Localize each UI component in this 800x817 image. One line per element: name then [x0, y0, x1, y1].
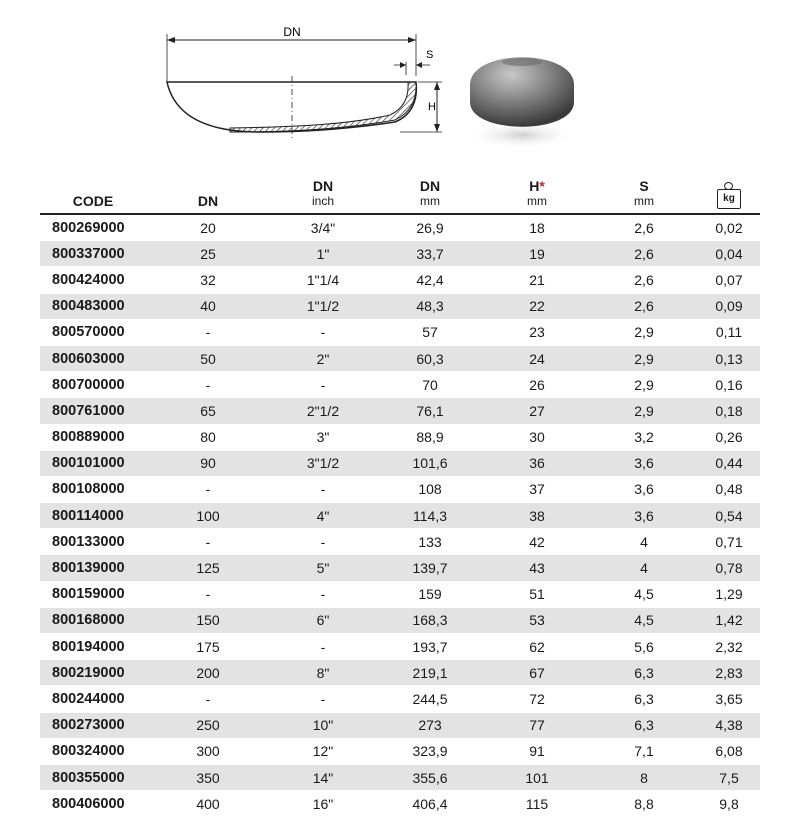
cell-code: 800139000	[40, 555, 146, 581]
table-row	[40, 450, 760, 476]
cell-weight-kg: 0,07	[698, 267, 760, 293]
cell-dn-inch: -	[270, 372, 376, 398]
cell-weight-kg: 7,5	[698, 764, 760, 790]
cell-dn-mm: 101,6	[376, 450, 484, 476]
cell-weight-kg: 0,26	[698, 424, 760, 450]
cell-dn-inch: -	[270, 476, 376, 502]
cell-weight-kg: 0,11	[698, 319, 760, 345]
cell-s-mm: 4,5	[590, 607, 698, 633]
cell-weight-kg: 0,04	[698, 241, 760, 267]
cap-photo	[462, 40, 582, 150]
cell-weight-kg: 0,71	[698, 529, 760, 555]
cell-weight-kg: 9,8	[698, 791, 760, 817]
table-row	[40, 241, 760, 267]
cell-dn-inch: 12"	[270, 738, 376, 764]
cell-dn: 50	[146, 345, 270, 371]
table-row	[40, 607, 760, 633]
cell-code: 800483000	[40, 293, 146, 319]
cell-dn-inch: -	[270, 319, 376, 345]
cell-dn: -	[146, 319, 270, 345]
cell-code: 800324000	[40, 738, 146, 764]
cell-s-mm: 2,9	[590, 372, 698, 398]
cell-dn: 65	[146, 398, 270, 424]
cell-h-mm: 42	[484, 529, 590, 555]
cell-dn: 20	[146, 214, 270, 241]
cell-code: 800406000	[40, 791, 146, 817]
cell-dn-mm: 193,7	[376, 634, 484, 660]
cell-weight-kg: 0,16	[698, 372, 760, 398]
cell-h-mm: 38	[484, 503, 590, 529]
cell-code: 800133000	[40, 529, 146, 555]
table-row	[40, 345, 760, 371]
table-row	[40, 634, 760, 660]
cell-dn-mm: 57	[376, 319, 484, 345]
cell-s-mm: 2,6	[590, 241, 698, 267]
cell-dn-inch: 1"	[270, 241, 376, 267]
cell-dn-mm: 76,1	[376, 398, 484, 424]
cell-dn-inch: 14"	[270, 764, 376, 790]
cell-code: 800108000	[40, 476, 146, 502]
specification-table	[40, 176, 760, 817]
cell-dn: 150	[146, 607, 270, 633]
cell-h-mm: 115	[484, 791, 590, 817]
table-row	[40, 267, 760, 293]
cell-dn-inch: -	[270, 634, 376, 660]
cell-code: 800194000	[40, 634, 146, 660]
cell-dn: 125	[146, 555, 270, 581]
cell-dn: 200	[146, 660, 270, 686]
cell-dn-mm: 33,7	[376, 241, 484, 267]
cell-dn: -	[146, 686, 270, 712]
cell-dn-inch: 16"	[270, 791, 376, 817]
header-dn-inch: DN inch	[311, 178, 334, 208]
cell-weight-kg: 0,18	[698, 398, 760, 424]
cell-s-mm: 2,6	[590, 214, 698, 241]
table-row	[40, 293, 760, 319]
cell-dn-inch: 8"	[270, 660, 376, 686]
table-row	[40, 660, 760, 686]
header-weight	[698, 176, 760, 214]
table-row	[40, 319, 760, 345]
cell-code: 800168000	[40, 607, 146, 633]
cell-h-mm: 27	[484, 398, 590, 424]
cell-s-mm: 2,9	[590, 345, 698, 371]
cell-weight-kg: 2,32	[698, 634, 760, 660]
cell-h-mm: 51	[484, 581, 590, 607]
cell-dn-inch: 10"	[270, 712, 376, 738]
cell-h-mm: 18	[484, 214, 590, 241]
header-code: CODE	[72, 193, 114, 209]
cell-h-mm: 21	[484, 267, 590, 293]
cell-weight-kg: 0,02	[698, 214, 760, 241]
header-h-mm: H* mm	[527, 178, 547, 208]
cell-dn-inch: -	[270, 529, 376, 555]
cell-h-mm: 77	[484, 712, 590, 738]
cell-dn-inch: 4"	[270, 503, 376, 529]
h-dimension-label: H	[428, 101, 436, 113]
cell-dn-mm: 406,4	[376, 791, 484, 817]
cell-h-mm: 101	[484, 764, 590, 790]
table-row	[40, 764, 760, 790]
cell-dn-mm: 273	[376, 712, 484, 738]
cell-h-mm: 26	[484, 372, 590, 398]
cell-dn-inch: 5"	[270, 555, 376, 581]
cell-code: 800355000	[40, 764, 146, 790]
cell-dn-inch: -	[270, 581, 376, 607]
cell-dn: -	[146, 581, 270, 607]
cell-s-mm: 8	[590, 764, 698, 790]
table-row	[40, 214, 760, 241]
cell-code: 800101000	[40, 450, 146, 476]
cell-s-mm: 3,2	[590, 424, 698, 450]
header-dn: DN	[197, 193, 219, 209]
cell-code: 800761000	[40, 398, 146, 424]
table-row	[40, 476, 760, 502]
cell-dn-mm: 139,7	[376, 555, 484, 581]
cell-code: 800114000	[40, 503, 146, 529]
cell-dn-inch: 1"1/4	[270, 267, 376, 293]
header-dn-mm: DN mm	[419, 178, 441, 208]
cell-s-mm: 2,9	[590, 398, 698, 424]
cell-weight-kg: 1,42	[698, 607, 760, 633]
cell-dn-inch: 2"1/2	[270, 398, 376, 424]
cell-h-mm: 30	[484, 424, 590, 450]
cell-code: 800700000	[40, 372, 146, 398]
cell-s-mm: 2,6	[590, 267, 698, 293]
table-row	[40, 738, 760, 764]
cell-weight-kg: 0,78	[698, 555, 760, 581]
cell-s-mm: 6,3	[590, 686, 698, 712]
cell-dn-inch: 3"	[270, 424, 376, 450]
cell-code: 800159000	[40, 581, 146, 607]
cell-dn-inch: 3/4"	[270, 214, 376, 241]
cell-s-mm: 3,6	[590, 450, 698, 476]
cell-dn: 400	[146, 791, 270, 817]
cell-dn-mm: 48,3	[376, 293, 484, 319]
cell-s-mm: 6,3	[590, 712, 698, 738]
cell-dn-inch: -	[270, 686, 376, 712]
cell-dn: 25	[146, 241, 270, 267]
table-row	[40, 398, 760, 424]
cell-dn: 250	[146, 712, 270, 738]
table-header-row	[40, 176, 760, 214]
cell-code: 800889000	[40, 424, 146, 450]
cell-h-mm: 72	[484, 686, 590, 712]
cell-weight-kg: 1,29	[698, 581, 760, 607]
cell-s-mm: 3,6	[590, 503, 698, 529]
cell-dn-mm: 70	[376, 372, 484, 398]
cell-dn: 40	[146, 293, 270, 319]
cell-dn-mm: 355,6	[376, 764, 484, 790]
cell-dn-mm: 88,9	[376, 424, 484, 450]
cell-dn-mm: 114,3	[376, 503, 484, 529]
cell-s-mm: 7,1	[590, 738, 698, 764]
cell-dn-inch: 1"1/2	[270, 293, 376, 319]
cell-code: 800337000	[40, 241, 146, 267]
cell-h-mm: 62	[484, 634, 590, 660]
cell-weight-kg: 2,83	[698, 660, 760, 686]
cell-s-mm: 4	[590, 555, 698, 581]
table-row	[40, 503, 760, 529]
dn-dimension-label: DN	[283, 25, 301, 39]
cell-dn: 350	[146, 764, 270, 790]
cell-s-mm: 2,6	[590, 293, 698, 319]
cell-dn-inch: 2"	[270, 345, 376, 371]
cell-code: 800269000	[40, 214, 146, 241]
cell-weight-kg: 0,13	[698, 345, 760, 371]
cell-code: 800603000	[40, 345, 146, 371]
cell-dn: 32	[146, 267, 270, 293]
cell-weight-kg: 0,09	[698, 293, 760, 319]
cell-h-mm: 36	[484, 450, 590, 476]
cell-dn-mm: 168,3	[376, 607, 484, 633]
cell-h-mm: 43	[484, 555, 590, 581]
header-s-mm: S mm	[634, 178, 654, 208]
cell-weight-kg: 3,65	[698, 686, 760, 712]
cell-dn: 100	[146, 503, 270, 529]
cell-s-mm: 6,3	[590, 660, 698, 686]
cell-s-mm: 4	[590, 529, 698, 555]
cell-code: 800219000	[40, 660, 146, 686]
cell-dn: 80	[146, 424, 270, 450]
cap-technical-drawing	[150, 20, 450, 145]
cell-h-mm: 24	[484, 345, 590, 371]
cell-dn: -	[146, 372, 270, 398]
cell-weight-kg: 0,54	[698, 503, 760, 529]
cell-s-mm: 5,6	[590, 634, 698, 660]
table-row	[40, 581, 760, 607]
cell-dn-mm: 60,3	[376, 345, 484, 371]
cell-dn-mm: 26,9	[376, 214, 484, 241]
cell-s-mm: 3,6	[590, 476, 698, 502]
cell-weight-kg: 6,08	[698, 738, 760, 764]
cell-weight-kg: 0,44	[698, 450, 760, 476]
cell-dn: -	[146, 476, 270, 502]
weight-icon: kg	[717, 189, 741, 209]
cell-dn-mm: 219,1	[376, 660, 484, 686]
cell-code: 800424000	[40, 267, 146, 293]
cell-weight-kg: 0,48	[698, 476, 760, 502]
cell-s-mm: 4,5	[590, 581, 698, 607]
cell-dn-mm: 323,9	[376, 738, 484, 764]
table-row	[40, 686, 760, 712]
cell-dn: 90	[146, 450, 270, 476]
cell-dn-mm: 159	[376, 581, 484, 607]
cell-dn: 175	[146, 634, 270, 660]
table-row	[40, 791, 760, 817]
cell-dn: 300	[146, 738, 270, 764]
table-row	[40, 555, 760, 581]
cell-h-mm: 53	[484, 607, 590, 633]
cell-h-mm: 67	[484, 660, 590, 686]
cell-s-mm: 2,9	[590, 319, 698, 345]
cell-h-mm: 22	[484, 293, 590, 319]
table-row	[40, 712, 760, 738]
cell-dn-mm: 42,4	[376, 267, 484, 293]
cell-weight-kg: 4,38	[698, 712, 760, 738]
table-row	[40, 424, 760, 450]
table-row	[40, 372, 760, 398]
cell-dn-mm: 244,5	[376, 686, 484, 712]
cell-h-mm: 19	[484, 241, 590, 267]
cell-code: 800570000	[40, 319, 146, 345]
cell-code: 800273000	[40, 712, 146, 738]
cell-dn-inch: 6"	[270, 607, 376, 633]
cell-dn-mm: 133	[376, 529, 484, 555]
cell-h-mm: 23	[484, 319, 590, 345]
cell-s-mm: 8,8	[590, 791, 698, 817]
cell-dn-inch: 3"1/2	[270, 450, 376, 476]
cell-h-mm: 91	[484, 738, 590, 764]
cell-code: 800244000	[40, 686, 146, 712]
cell-dn-mm: 108	[376, 476, 484, 502]
cell-dn: -	[146, 529, 270, 555]
cell-h-mm: 37	[484, 476, 590, 502]
s-dimension-label: S	[426, 49, 434, 61]
table-row	[40, 529, 760, 555]
